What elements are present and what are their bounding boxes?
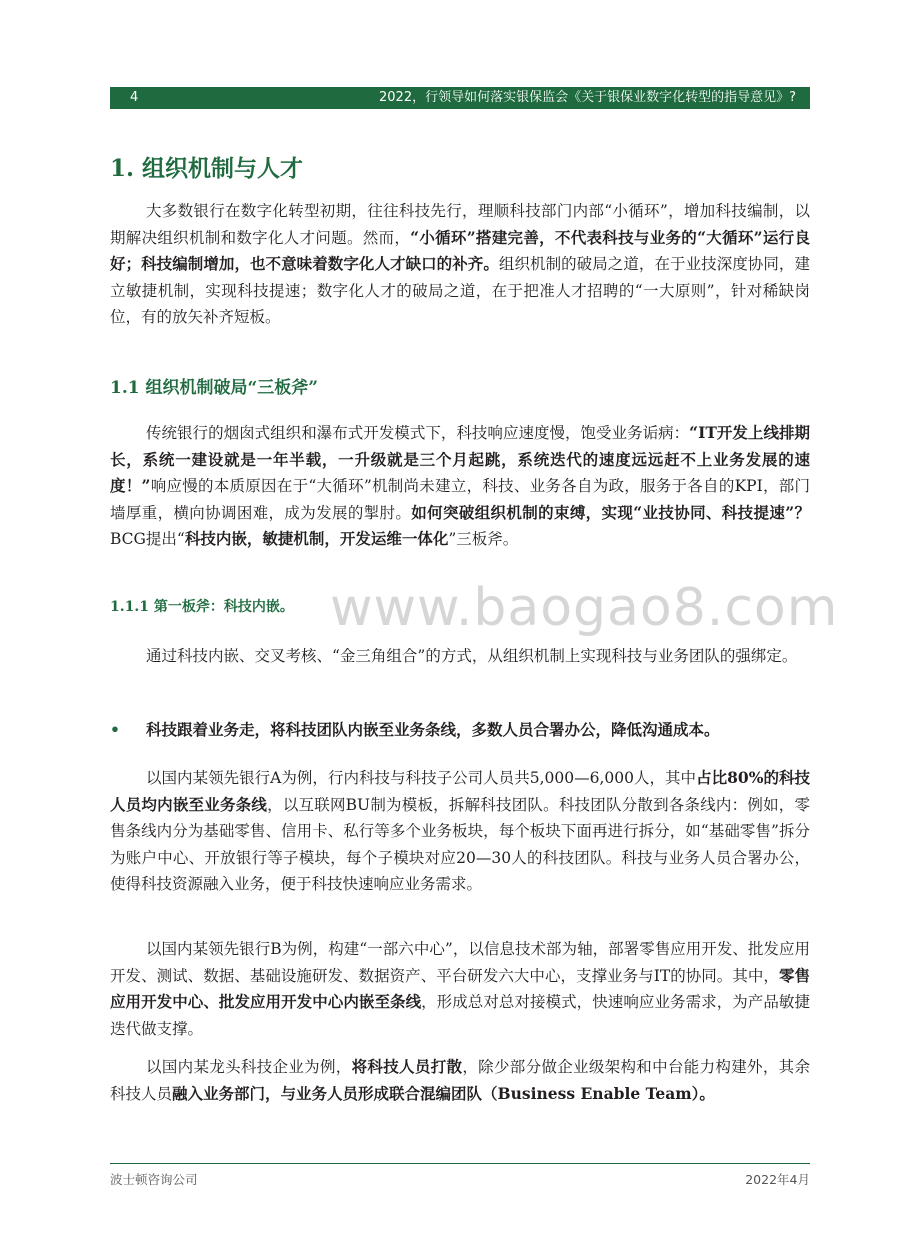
footer-divider	[110, 1163, 810, 1164]
intro-bold-1: “小循环”搭建完善，不代表科技与业务的“大循环”运行良好；科技编制增加，也不意味着数字化人才缺口的补齐。	[110, 227, 810, 273]
example-a-text-1: 以国内某领先银行A为例，行内科技与科技子公司人员共5,000—6,000人，其中	[146, 769, 697, 787]
sub-bold-1: “IT开发上线排期长，系统一建设就是一年半载，一升级就是三个月起跳，系统迭代的速度远远赶不上业务发展的速度！”	[110, 423, 810, 495]
example-b-text-1: 以国内某领先银行B为例，构建“一部六中心”，以信息技术部为轴，部署零售应用开发、批发应用开发、测试、数据、基础设施研发、数据资产、平台研发六大中心，支撑业务与IT的协同。其中，	[110, 940, 810, 985]
subsection-heading: 1.1 组织机制破局“三板斧”	[110, 378, 319, 398]
sub-text-2: 响应慢的本质原因在于“大循环”机制尚未建立，科技、业务各自为政，服务于各自的KPI，部门墙厚重，横向协调困难，成为发展的掣肘。	[110, 477, 811, 522]
subsection-paragraph	[110, 420, 810, 553]
header-bar	[110, 87, 810, 109]
example-b-bold-1: 零售应用开发中心、批发应用开发中心内嵌至条线	[110, 965, 810, 1011]
footer-company: 波士顿咨询公司	[110, 1172, 198, 1187]
example-a-bold-1: 占比80%的科技人员均内嵌至业务条线	[110, 768, 810, 814]
example-b-paragraph	[110, 936, 810, 1042]
sub-text-1: 传统银行的烟囱式组织和瀑布式开发模式下，科技响应速度慢，饱受业务诟病：	[146, 424, 690, 442]
sub-text-3: BCG提出“	[110, 530, 185, 548]
example-c-bold-1: 将科技人员打散	[351, 1057, 463, 1076]
subsubsection-intro: 通过科技内嵌、交叉考核、“金三角组合”的方式，从组织机制上实现科技与业务团队的强绑定。	[146, 647, 798, 665]
section-intro-paragraph	[110, 198, 810, 331]
example-a-paragraph	[110, 765, 810, 898]
watermark: www.baogao8.com	[330, 578, 839, 638]
bullet-dot-icon: •	[110, 720, 120, 739]
sub-bold-3: 科技内嵌，敏捷机制，开发运维一体化	[184, 529, 449, 548]
intro-text-2: 组织机制的破局之道，在于业技深度协同，建立敏捷机制，实现科技提速；数字化人才的破局之道，在于把准人才招聘的“一大原则”，针对稀缺岗位，有的放矢补齐短板。	[110, 255, 810, 326]
bullet-text: 科技跟着业务走，将科技团队内嵌至业务条线，多数人员合署办公，降低沟通成本。	[146, 720, 720, 739]
example-c-bold-2: 融入业务部门，与业务人员形成联合混编团队（Business Enable Team）。	[172, 1083, 715, 1103]
report-title: 2022，行领导如何落实银保监会《关于银保业数字化转型的指导意见》?	[379, 90, 796, 105]
example-a-text-2: ，以互联网BU制为模板，拆解科技团队。科技团队分散到各条线内：例如，零售条线内分为基础零售、信用卡、私行等多个业务板块，每个板块下面再进行拆分，如“基础零售”拆分为账户中心、开放银行等子模块，每个子模块对应20—30人的科技团队。科技与业务人员合署办公，使得科技资源融入业务，便于科技快速响应业务需求。	[110, 795, 810, 893]
page-number: 4	[130, 90, 139, 105]
sub-bold-2: 如何突破组织机制的束缚，实现“业技协同、科技提速”？	[411, 502, 810, 522]
example-c-text-2: ，除少部分做企业级架构和中台能力构建外，其余科技人员	[110, 1058, 810, 1103]
subsubsection-heading: 1.1.1 第一板斧：科技内嵌。	[110, 599, 294, 615]
sub-text-4: ”三板斧。	[448, 530, 519, 548]
section-heading: 1. 组织机制与人才	[110, 155, 304, 182]
example-c-paragraph	[110, 1054, 810, 1107]
example-b-text-2: ，形成总对总对接模式，快速响应业务需求，为产品敏捷迭代做支撑。	[110, 993, 810, 1038]
example-c-text-1: 以国内某龙头科技企业为例，	[146, 1058, 352, 1076]
intro-text-1: 大多数银行在数字化转型初期，往往科技先行，理顺科技部门内部“小循环”，增加科技编制，以期解决组织机制和数字化人才问题。然而，	[110, 202, 810, 247]
footer-date: 2022年4月	[745, 1172, 810, 1187]
